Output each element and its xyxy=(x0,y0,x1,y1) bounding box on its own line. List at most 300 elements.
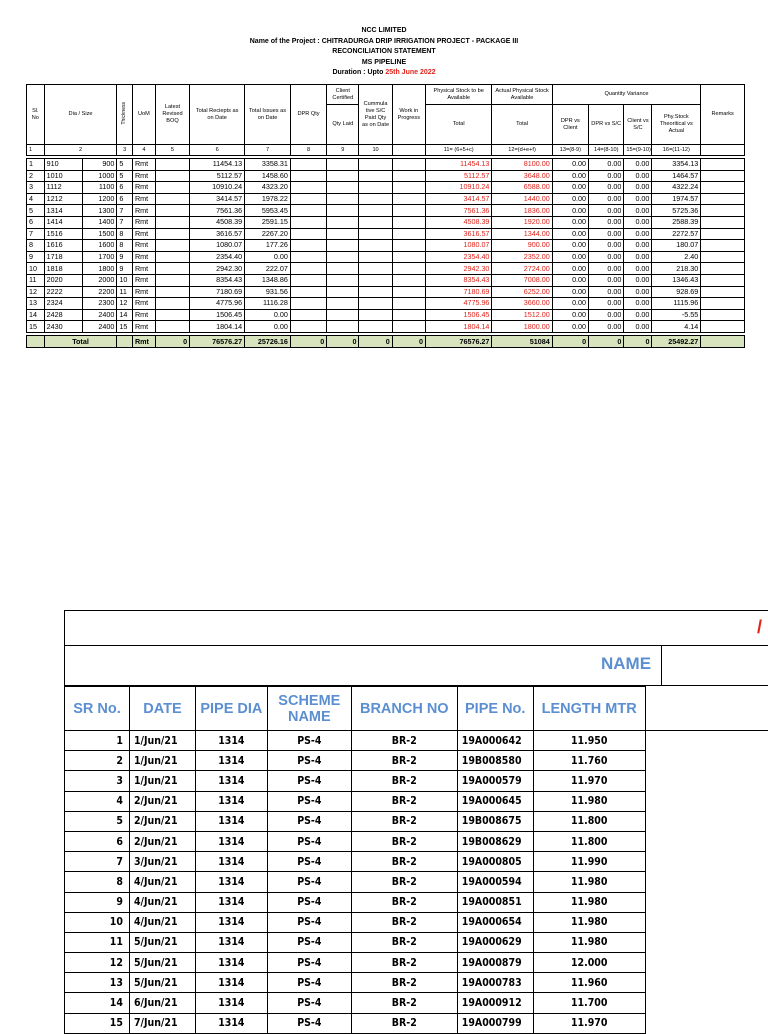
header-dia: Dia / Size xyxy=(44,85,117,145)
pipe-log-cell: 19A000579 xyxy=(457,771,533,791)
recon-cell xyxy=(701,170,745,182)
recon-cell: 3354.13 xyxy=(652,159,701,171)
pipe-log-cell: BR-2 xyxy=(351,1013,457,1033)
colnum: 16=(11-12) xyxy=(652,145,701,156)
pipe-log-blank xyxy=(645,852,768,872)
pipe-log-cell: 19A000851 xyxy=(457,892,533,912)
pipe-log-cell: 19A000594 xyxy=(457,872,533,892)
pipe-log-cell: PS-4 xyxy=(267,953,351,973)
recon-cell: 5953.45 xyxy=(245,205,291,217)
recon-cell xyxy=(155,170,189,182)
pipe-log-cell: 11.700 xyxy=(533,993,645,1013)
statement-title: RECONCILIATION STATEMENT xyxy=(0,47,768,58)
recon-cell: 0.00 xyxy=(552,251,588,263)
recon-cell: 0.00 xyxy=(552,274,588,286)
pipe-log-cell: BR-2 xyxy=(351,852,457,872)
recon-cell xyxy=(701,228,745,240)
recon-cell: 5112.57 xyxy=(425,170,492,182)
recon-cell: 6 xyxy=(117,193,133,205)
pipe-log-cell: BR-2 xyxy=(351,811,457,831)
pipe-log-cell: 4/Jun/21 xyxy=(129,872,195,892)
total-var2: 0 xyxy=(589,335,624,347)
recon-cell xyxy=(359,263,392,275)
recon-cell xyxy=(701,240,745,252)
pipe-log-cell: 1314 xyxy=(195,852,267,872)
recon-cell xyxy=(359,309,392,321)
recon-cell: 3414.57 xyxy=(425,193,492,205)
recon-cell: 0.00 xyxy=(624,193,652,205)
recon-cell: 1010 xyxy=(44,170,82,182)
recon-cell: 0.00 xyxy=(552,182,588,194)
pipe-log-row xyxy=(65,973,768,993)
recon-cell xyxy=(392,240,425,252)
recon-cell: 5 xyxy=(27,205,45,217)
recon-cell: 900.00 xyxy=(492,240,552,252)
pipe-log-cell: BR-2 xyxy=(351,953,457,973)
material-title: MS PIPELINE xyxy=(0,58,768,69)
recon-cell xyxy=(359,228,392,240)
recon-cell: 1080.07 xyxy=(190,240,245,252)
header-thickness: Thickness xyxy=(117,85,133,145)
header-client-vs-sc: Client vs S/C xyxy=(624,105,652,145)
pipe-log-cell: PS-4 xyxy=(267,731,351,751)
recon-cell: 4 xyxy=(27,193,45,205)
header-wip: Work in Progress xyxy=(392,85,425,145)
recon-cell xyxy=(701,263,745,275)
recon-cell: 931.56 xyxy=(245,286,291,298)
total-var3: 0 xyxy=(624,335,652,347)
recon-cell: 11454.13 xyxy=(190,159,245,171)
total-client: 0 xyxy=(327,335,359,347)
recon-cell: 8354.43 xyxy=(425,274,492,286)
colnum: 13=(8-9) xyxy=(552,145,588,156)
recon-cell xyxy=(327,309,359,321)
recon-cell: 1348.86 xyxy=(245,274,291,286)
recon-cell: 0.00 xyxy=(624,216,652,228)
pipe-log-row xyxy=(65,771,768,791)
recon-cell xyxy=(327,321,359,333)
pipe-log-row xyxy=(65,993,768,1013)
pipe-log-cell: 1314 xyxy=(195,912,267,932)
recon-cell xyxy=(392,170,425,182)
pipe-log-cell: 8 xyxy=(65,872,130,892)
recon-cell: 0.00 xyxy=(624,274,652,286)
pipe-log-cell: PS-4 xyxy=(267,771,351,791)
log-header-branch: BRANCH NO xyxy=(351,687,457,731)
recon-cell: 4775.96 xyxy=(425,298,492,310)
pipe-log-blank xyxy=(645,912,768,932)
colnum: 1 xyxy=(27,145,45,156)
recon-cell: 2000 xyxy=(83,274,117,286)
recon-cell xyxy=(290,286,326,298)
recon-cell: 0.00 xyxy=(589,228,624,240)
recon-cell xyxy=(290,205,326,217)
pipe-log-table xyxy=(64,686,768,1034)
recon-cell: 2324 xyxy=(44,298,82,310)
pipe-log-cell: 11.980 xyxy=(533,912,645,932)
colnum xyxy=(392,145,425,156)
pipe-log-cell: 1314 xyxy=(195,993,267,1013)
recon-cell xyxy=(701,274,745,286)
pipe-log-blank xyxy=(645,932,768,952)
recon-cell xyxy=(290,298,326,310)
recon-cell: 3 xyxy=(27,182,45,194)
pipe-log-cell: 12 xyxy=(65,953,130,973)
recon-cell: 1920.00 xyxy=(492,216,552,228)
recon-cell: 0.00 xyxy=(589,216,624,228)
recon-cell: 0.00 xyxy=(624,205,652,217)
recon-cell: 1346.43 xyxy=(652,274,701,286)
recon-cell xyxy=(155,286,189,298)
recon-cell: 1344.00 xyxy=(492,228,552,240)
recon-cell: 0.00 xyxy=(552,309,588,321)
recon-cell: 2352.00 xyxy=(492,251,552,263)
recon-cell xyxy=(290,263,326,275)
pipe-log-cell: 1/Jun/21 xyxy=(129,751,195,771)
recon-cell: 1314 xyxy=(44,205,82,217)
recon-cell xyxy=(290,274,326,286)
pipe-log-row xyxy=(65,932,768,952)
pipe-log-cell: PS-4 xyxy=(267,912,351,932)
pipe-log-cell: 19A000879 xyxy=(457,953,533,973)
pipe-log-cell: 1/Jun/21 xyxy=(129,771,195,791)
pipe-log-cell: 1314 xyxy=(195,811,267,831)
recon-cell: 1516 xyxy=(44,228,82,240)
recon-cell xyxy=(392,251,425,263)
pipe-log-blank xyxy=(645,771,768,791)
recon-cell: 2 xyxy=(27,170,45,182)
recon-cell xyxy=(392,182,425,194)
recon-cell xyxy=(392,193,425,205)
recon-cell xyxy=(290,182,326,194)
pipe-log-cell: 7 xyxy=(65,852,130,872)
header-boq: Latest Revised BOQ xyxy=(155,85,189,145)
recon-cell: 1804.14 xyxy=(425,321,492,333)
pipe-log-cell: 11.760 xyxy=(533,751,645,771)
header-sl: Sl. No xyxy=(27,85,45,145)
pipe-log-cell: BR-2 xyxy=(351,993,457,1013)
recon-cell: 0.00 xyxy=(589,298,624,310)
pipe-log-cell: 4/Jun/21 xyxy=(129,912,195,932)
recon-row xyxy=(27,274,745,286)
recon-cell xyxy=(290,309,326,321)
recon-row xyxy=(27,286,745,298)
pipe-log-cell: 2/Jun/21 xyxy=(129,791,195,811)
recon-cell: 1700 xyxy=(83,251,117,263)
recon-cell: 1212 xyxy=(44,193,82,205)
recon-cell xyxy=(392,159,425,171)
pipe-log-cell: 4/Jun/21 xyxy=(129,892,195,912)
recon-cell xyxy=(359,193,392,205)
recon-cell: 2.40 xyxy=(652,251,701,263)
recon-cell: 9 xyxy=(27,251,45,263)
pipe-log-cell: 2/Jun/21 xyxy=(129,831,195,851)
recon-cell: 0.00 xyxy=(624,251,652,263)
pipe-log-cell: 13 xyxy=(65,973,130,993)
recon-cell: 2430 xyxy=(44,321,82,333)
recon-cell xyxy=(155,228,189,240)
recon-cell: 7180.69 xyxy=(190,286,245,298)
recon-cell xyxy=(290,251,326,263)
recon-cell xyxy=(701,298,745,310)
pipe-log-cell: 1314 xyxy=(195,1013,267,1033)
recon-cell: 928.69 xyxy=(652,286,701,298)
total-wip: 0 xyxy=(392,335,425,347)
pipe-log-cell: PS-4 xyxy=(267,932,351,952)
pipe-log-cell: PS-4 xyxy=(267,811,351,831)
log-header-sr: SR No. xyxy=(65,687,130,731)
recon-cell xyxy=(392,298,425,310)
header-cummulative: Cummula tive S/C Paid Qty as on Date xyxy=(359,85,392,145)
duration-label: Duration : Upto xyxy=(332,69,383,76)
recon-cell: 1112 xyxy=(44,182,82,194)
pipe-log-cell: 11.970 xyxy=(533,1013,645,1033)
recon-cell: 0.00 xyxy=(624,298,652,310)
pipe-log-blank xyxy=(645,831,768,851)
pipe-log-blank xyxy=(645,1013,768,1033)
recon-cell: 2200 xyxy=(83,286,117,298)
pipe-log-cell: PS-4 xyxy=(267,872,351,892)
recon-cell: 0.00 xyxy=(552,193,588,205)
recon-cell xyxy=(359,274,392,286)
recon-cell: 8100.00 xyxy=(492,159,552,171)
recon-cell: 0.00 xyxy=(552,159,588,171)
recon-cell: 4508.39 xyxy=(425,216,492,228)
header-dpr-vs-sc: DPR vs S/C xyxy=(589,105,624,145)
recon-cell: 8 xyxy=(117,228,133,240)
recon-cell xyxy=(392,228,425,240)
colnum: 6 xyxy=(190,145,245,156)
recon-cell: 180.07 xyxy=(652,240,701,252)
recon-row xyxy=(27,170,745,182)
recon-cell xyxy=(155,240,189,252)
pipe-log-cell: 19A000642 xyxy=(457,731,533,751)
header-client-certified: Client Certified xyxy=(327,85,359,105)
pipe-log-cell: 11.800 xyxy=(533,811,645,831)
recon-cell: 0.00 xyxy=(589,159,624,171)
recon-cell: 7 xyxy=(27,228,45,240)
pipe-log-cell: 1314 xyxy=(195,872,267,892)
recon-cell: 8 xyxy=(117,240,133,252)
recon-row xyxy=(27,251,745,263)
pipe-log-blank xyxy=(645,811,768,831)
recon-cell xyxy=(701,321,745,333)
recon-cell: 0.00 xyxy=(552,240,588,252)
pipe-log-cell: 1314 xyxy=(195,771,267,791)
recon-cell: 0.00 xyxy=(624,309,652,321)
recon-cell: 0.00 xyxy=(552,263,588,275)
recon-cell: 1978.22 xyxy=(245,193,291,205)
recon-cell: 2591.15 xyxy=(245,216,291,228)
pipe-log-cell: PS-4 xyxy=(267,831,351,851)
recon-cell: 9 xyxy=(117,263,133,275)
recon-cell: 0.00 xyxy=(624,286,652,298)
recon-cell: 15 xyxy=(117,321,133,333)
recon-cell: 1100 xyxy=(83,182,117,194)
colnum: 8 xyxy=(290,145,326,156)
recon-cell: 6 xyxy=(117,182,133,194)
pipe-log-cell: PS-4 xyxy=(267,973,351,993)
recon-cell: 1458.60 xyxy=(245,170,291,182)
pipe-log-cell: 3/Jun/21 xyxy=(129,852,195,872)
recon-cell xyxy=(155,263,189,275)
pipe-log-cell: BR-2 xyxy=(351,872,457,892)
recon-cell: 0.00 xyxy=(589,205,624,217)
recon-cell: 0.00 xyxy=(552,216,588,228)
recon-cell: 2300 xyxy=(83,298,117,310)
pipe-log-title-band xyxy=(64,610,768,646)
recon-cell: 2428 xyxy=(44,309,82,321)
recon-cell: 1718 xyxy=(44,251,82,263)
total-issues: 25726.16 xyxy=(245,335,291,347)
recon-cell: 11454.13 xyxy=(425,159,492,171)
pipe-log-cell: 11.990 xyxy=(533,852,645,872)
pipe-log xyxy=(64,610,768,1024)
recon-cell: Rmt xyxy=(132,228,155,240)
pipe-log-row xyxy=(65,751,768,771)
recon-cell: 14 xyxy=(27,309,45,321)
pipe-log-cell: 4 xyxy=(65,791,130,811)
recon-cell: 0.00 xyxy=(589,263,624,275)
duration-line xyxy=(0,68,768,79)
recon-cell: 0.00 xyxy=(552,228,588,240)
header-actual-stock: Actual Physical Stock Available xyxy=(492,85,552,105)
recon-cell: 2400 xyxy=(83,321,117,333)
recon-cell: 910 xyxy=(44,159,82,171)
recon-cell: 6588.00 xyxy=(492,182,552,194)
recon-cell: 0.00 xyxy=(245,309,291,321)
recon-cell: Rmt xyxy=(132,182,155,194)
recon-cell: 8 xyxy=(27,240,45,252)
pipe-log-cell: BR-2 xyxy=(351,912,457,932)
header-qty-laid: Qty Laid xyxy=(327,105,359,145)
recon-cell xyxy=(359,321,392,333)
recon-cell: 3648.00 xyxy=(492,170,552,182)
recon-cell: 3358.31 xyxy=(245,159,291,171)
recon-cell xyxy=(290,170,326,182)
recon-cell: Rmt xyxy=(132,321,155,333)
recon-cell: 4508.39 xyxy=(190,216,245,228)
pipe-log-cell: BR-2 xyxy=(351,791,457,811)
project-name: Name of the Project : CHITRADURGA DRIP IRRIGATION PROJECT - PACKAGE III xyxy=(0,37,768,48)
pipe-log-cell: 1314 xyxy=(195,973,267,993)
total-dpr: 0 xyxy=(290,335,326,347)
recon-cell xyxy=(701,251,745,263)
recon-cell xyxy=(392,205,425,217)
recon-row xyxy=(27,182,745,194)
recon-cell: 1116.28 xyxy=(245,298,291,310)
recon-cell: -5.55 xyxy=(652,309,701,321)
recon-cell: 4322.24 xyxy=(652,182,701,194)
recon-cell: 14 xyxy=(117,309,133,321)
recon-cell xyxy=(327,205,359,217)
pipe-log-cell: 3 xyxy=(65,771,130,791)
recon-cell: 11 xyxy=(117,286,133,298)
recon-cell: 10 xyxy=(117,274,133,286)
recon-cell: 1800.00 xyxy=(492,321,552,333)
recon-cell xyxy=(392,216,425,228)
pipe-log-row xyxy=(65,791,768,811)
recon-cell xyxy=(327,182,359,194)
recon-cell: 1115.96 xyxy=(652,298,701,310)
recon-cell: 9 xyxy=(117,251,133,263)
pipe-log-cell: 1 xyxy=(65,731,130,751)
pipe-log-cell: 19A000645 xyxy=(457,791,533,811)
recon-cell: 2942.30 xyxy=(190,263,245,275)
pipe-log-cell: 6/Jun/21 xyxy=(129,993,195,1013)
pipe-log-cell: 7/Jun/21 xyxy=(129,1013,195,1033)
recon-row xyxy=(27,205,745,217)
recon-cell: 7 xyxy=(117,216,133,228)
total-label: Total xyxy=(44,335,117,347)
recon-cell xyxy=(290,193,326,205)
recon-cell: 0.00 xyxy=(589,286,624,298)
recon-cell: 0.00 xyxy=(589,170,624,182)
recon-cell: 11 xyxy=(27,274,45,286)
recon-cell: 1974.57 xyxy=(652,193,701,205)
pipe-log-cell: 1314 xyxy=(195,751,267,771)
pipe-log-blank xyxy=(645,953,768,973)
pipe-log-cell: 1314 xyxy=(195,892,267,912)
pipe-log-cell: BR-2 xyxy=(351,932,457,952)
recon-cell xyxy=(327,286,359,298)
pipe-log-cell: 19B008675 xyxy=(457,811,533,831)
pipe-log-cell: 1314 xyxy=(195,932,267,952)
recon-cell: 0.00 xyxy=(552,321,588,333)
recon-cell: 0.00 xyxy=(589,274,624,286)
pipe-log-cell: 11.980 xyxy=(533,892,645,912)
pipe-log-cell: 19B008580 xyxy=(457,751,533,771)
pipe-log-row xyxy=(65,731,768,751)
total-row xyxy=(27,335,745,347)
recon-cell: 5725.36 xyxy=(652,205,701,217)
pipe-log-row xyxy=(65,1013,768,1033)
recon-cell: 0.00 xyxy=(624,321,652,333)
recon-cell: Rmt xyxy=(132,159,155,171)
recon-cell: 12 xyxy=(117,298,133,310)
recon-cell xyxy=(155,193,189,205)
pipe-log-cell: 10 xyxy=(65,912,130,932)
recon-cell: 5112.57 xyxy=(190,170,245,182)
recon-cell xyxy=(701,286,745,298)
recon-cell: 1836.00 xyxy=(492,205,552,217)
recon-cell xyxy=(155,216,189,228)
recon-cell: Rmt xyxy=(132,205,155,217)
pipe-log-blank xyxy=(645,973,768,993)
recon-cell: Rmt xyxy=(132,193,155,205)
recon-cell: 0.00 xyxy=(552,298,588,310)
recon-cell xyxy=(327,170,359,182)
pipe-log-row xyxy=(65,852,768,872)
recon-cell xyxy=(359,216,392,228)
header-uom: UoM xyxy=(132,85,155,145)
recon-cell: 1616 xyxy=(44,240,82,252)
pipe-log-cell: PS-4 xyxy=(267,751,351,771)
recon-cell: 8354.43 xyxy=(190,274,245,286)
pipe-log-cell: 15 xyxy=(65,1013,130,1033)
recon-cell: 1800 xyxy=(83,263,117,275)
header-total-a: Total xyxy=(425,105,492,145)
pipe-log-cell: 5/Jun/21 xyxy=(129,953,195,973)
recon-cell xyxy=(327,216,359,228)
recon-cell: Rmt xyxy=(132,251,155,263)
recon-cell: 1600 xyxy=(83,240,117,252)
recon-cell xyxy=(359,159,392,171)
recon-cell xyxy=(327,240,359,252)
recon-cell xyxy=(701,182,745,194)
recon-cell: 1818 xyxy=(44,263,82,275)
pipe-log-cell: PS-4 xyxy=(267,791,351,811)
